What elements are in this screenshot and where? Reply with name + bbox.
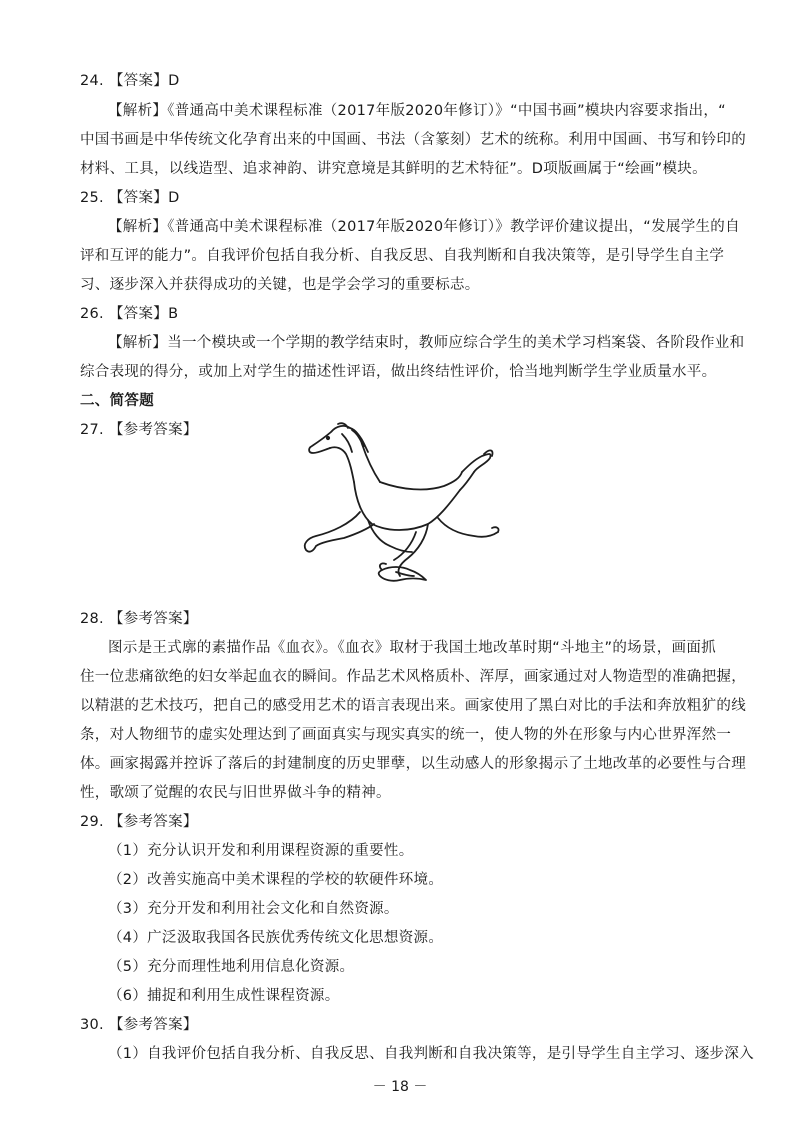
q25-analysis-cont: 评和互评的能力”。自我评价包括自我分析、自我反思、自我判断和自我决策等，是引导学生自主学 xyxy=(80,248,725,264)
q28-text-cont: 住一位悲痛欲绝的妇女举起血衣的瞬间。作品艺术风格质朴、浑厚，画家通过对人物造型的准确把握， xyxy=(80,669,746,685)
q25-analysis: 【解析】《普通高中美术课程标准（2017年版2020年修订）》教学评价建议提出，“发展学生的自 xyxy=(108,219,740,235)
q29-item: （2）改善实施高中美术课程的学校的软硬件环境。 xyxy=(108,872,444,888)
q26-analysis-cont: 综合表现的得分，或加上对学生的描述性评语，做出终结性评价，恰当地判断学生学业质量水平。 xyxy=(80,364,717,380)
q25-analysis-cont: 习、逐步深入并获得成功的关键，也是学会学习的重要标志。 xyxy=(80,277,480,293)
q28-text: 图示是王式廓的素描作品《血衣》。《血衣》取材于我国土地改革时期“斗地主”的场景，画面抓 xyxy=(108,640,716,656)
q30-answer: 30. 【参考答案】 xyxy=(80,1017,198,1033)
q29-item: （1）充分认识开发和利用课程资源的重要性。 xyxy=(108,843,414,859)
q30-item: （1）自我评价包括自我分析、自我反思、自我判断和自我决策等，是引导学生自主学习、逐步深入 xyxy=(108,1046,754,1062)
page-number: － 18 － xyxy=(372,1079,428,1095)
q27-answer: 27. 【参考答案】 xyxy=(80,422,198,438)
q29-item: （6）捕捉和利用生成性课程资源。 xyxy=(108,988,340,1004)
q28-text-cont: 以精湛的艺术技巧，把自己的感受用艺术的语言表现出来。画家使用了黑白对比的手法和奔放粗犷的线 xyxy=(80,698,746,714)
q28-text-cont: 体。画家揭露并控诉了落后的封建制度的历史罪孽，以生动感人的形象揭示了土地改革的必要性与合理 xyxy=(80,756,746,772)
q26-analysis: 【解析】当一个模块或一个学期的教学结束时，教师应综合学生的美术学习档案袋、各阶段作业和 xyxy=(108,335,745,351)
q29-answer: 29. 【参考答案】 xyxy=(80,814,198,830)
q29-item: （5）充分而理性地利用信息化资源。 xyxy=(108,959,355,975)
section-heading: 二、简答题 xyxy=(80,393,154,409)
q26-answer: 26. 【答案】B xyxy=(80,306,179,322)
q28-text-cont: 条，对人物细节的虚实处理达到了画面真实与现实真实的统一，使人物的外在形象与内心世界浑然一 xyxy=(80,727,732,743)
q28-answer: 28. 【参考答案】 xyxy=(80,611,198,627)
horse-sketch-figure xyxy=(298,420,504,592)
q24-analysis-cont: 中国书画是中华传统文化孕育出来的中国画、书法（含篆刻）艺术的统称。利用中国画、书写和钤印的 xyxy=(80,132,746,148)
q28-text-cont: 性，歌颂了觉醒的农民与旧世界做斗争的精神。 xyxy=(80,785,391,801)
q25-answer: 25. 【答案】D xyxy=(80,190,180,206)
q24-analysis-cont: 材料、工具，以线造型、追求神韵、讲究意境是其鲜明的艺术特征”。D项版画属于“绘画”模块。 xyxy=(80,161,707,177)
q24-analysis: 【解析】《普通高中美术课程标准（2017年版2020年修订）》“中国书画”模块内容要求指出，“ xyxy=(108,103,726,119)
q24-answer: 24. 【答案】D xyxy=(80,73,180,89)
q29-item: （3）充分开发和利用社会文化和自然资源。 xyxy=(108,901,399,917)
q29-item: （4）广泛汲取我国各民族优秀传统文化思想资源。 xyxy=(108,930,444,946)
